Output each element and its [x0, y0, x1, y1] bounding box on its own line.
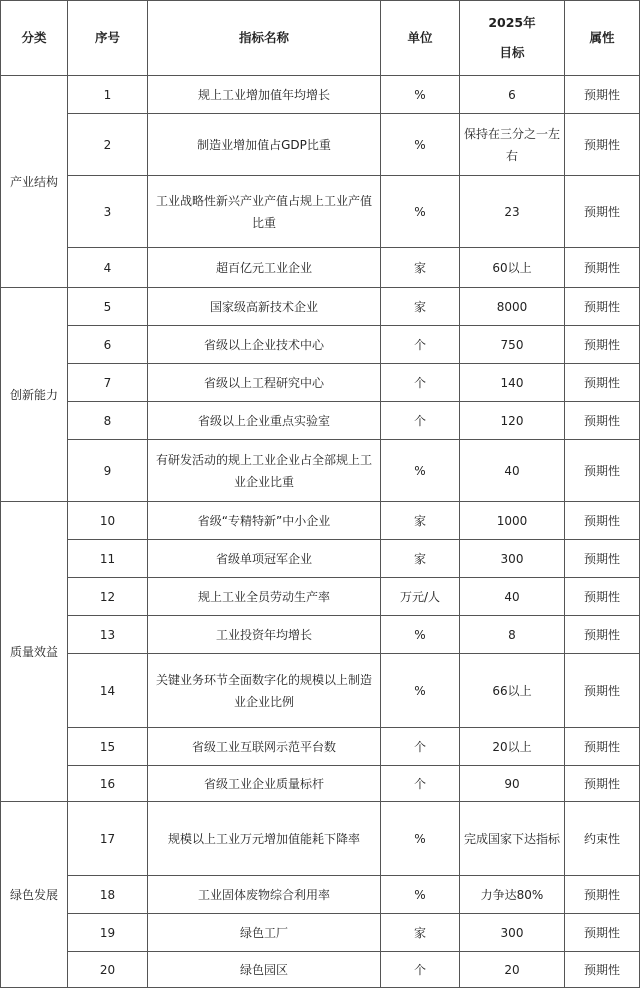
index-cell: 1 [68, 76, 148, 114]
header-attribute: 属性 [565, 1, 640, 76]
name-cell: 工业固体废物综合利用率 [148, 876, 381, 914]
unit-cell: % [381, 802, 460, 876]
unit-cell: % [381, 654, 460, 728]
attribute-cell: 预期性 [565, 440, 640, 502]
target-cell: 140 [460, 364, 565, 402]
unit-cell: 家 [381, 248, 460, 288]
index-cell: 4 [68, 248, 148, 288]
attribute-cell: 预期性 [565, 578, 640, 616]
name-cell: 规上工业全员劳动生产率 [148, 578, 381, 616]
unit-cell: 家 [381, 540, 460, 578]
attribute-cell: 预期性 [565, 654, 640, 728]
target-cell: 120 [460, 402, 565, 440]
table-row [1, 578, 640, 616]
attribute-cell: 预期性 [565, 76, 640, 114]
target-cell: 保持在三分之一左右 [460, 114, 565, 176]
header-name: 指标名称 [148, 1, 381, 76]
target-cell: 20 [460, 952, 565, 988]
target-cell: 8000 [460, 288, 565, 326]
target-cell: 1000 [460, 502, 565, 540]
name-cell: 工业投资年均增长 [148, 616, 381, 654]
target-cell: 力争达80% [460, 876, 565, 914]
table-row [1, 728, 640, 766]
index-cell: 6 [68, 326, 148, 364]
target-cell: 23 [460, 176, 565, 248]
table-row [1, 76, 640, 114]
unit-cell: % [381, 616, 460, 654]
attribute-cell: 预期性 [565, 176, 640, 248]
target-cell: 66以上 [460, 654, 565, 728]
attribute-cell: 预期性 [565, 876, 640, 914]
index-cell: 7 [68, 364, 148, 402]
name-cell: 省级以上工程研究中心 [148, 364, 381, 402]
target-cell: 8 [460, 616, 565, 654]
unit-cell: 个 [381, 326, 460, 364]
index-cell: 15 [68, 728, 148, 766]
target-cell: 完成国家下达指标 [460, 802, 565, 876]
name-cell: 规模以上工业万元增加值能耗下降率 [148, 802, 381, 876]
name-cell: 工业战略性新兴产业产值占规上工业产值比重 [148, 176, 381, 248]
name-cell: 关键业务环节全面数字化的规模以上制造业企业比例 [148, 654, 381, 728]
unit-cell: 个 [381, 402, 460, 440]
target-cell: 40 [460, 440, 565, 502]
index-cell: 2 [68, 114, 148, 176]
name-cell: 省级以上企业重点实验室 [148, 402, 381, 440]
table-row [1, 502, 640, 540]
attribute-cell: 预期性 [565, 326, 640, 364]
table-row [1, 540, 640, 578]
name-cell: 制造业增加值占GDP比重 [148, 114, 381, 176]
target-cell: 300 [460, 914, 565, 952]
header-target [460, 1, 565, 76]
category-cell: 产业结构 [1, 76, 68, 288]
table-row [1, 440, 640, 502]
table-row [1, 914, 640, 952]
table-row [1, 802, 640, 876]
attribute-cell: 预期性 [565, 728, 640, 766]
unit-cell: 万元/人 [381, 578, 460, 616]
index-cell: 19 [68, 914, 148, 952]
target-cell: 300 [460, 540, 565, 578]
index-cell: 17 [68, 802, 148, 876]
name-cell: 有研发活动的规上工业企业占全部规上工业企业比重 [148, 440, 381, 502]
table-row [1, 288, 640, 326]
index-cell: 11 [68, 540, 148, 578]
attribute-cell: 预期性 [565, 114, 640, 176]
name-cell: 规上工业增加值年均增长 [148, 76, 381, 114]
table-row [1, 248, 640, 288]
attribute-cell: 预期性 [565, 766, 640, 802]
table-row [1, 766, 640, 802]
unit-cell: 个 [381, 364, 460, 402]
index-cell: 18 [68, 876, 148, 914]
attribute-cell: 预期性 [565, 402, 640, 440]
name-cell: 省级工业互联网示范平台数 [148, 728, 381, 766]
index-cell: 5 [68, 288, 148, 326]
target-cell: 60以上 [460, 248, 565, 288]
unit-cell: 家 [381, 288, 460, 326]
table-row [1, 876, 640, 914]
name-cell: 省级以上企业技术中心 [148, 326, 381, 364]
index-cell: 13 [68, 616, 148, 654]
index-cell: 9 [68, 440, 148, 502]
target-cell: 20以上 [460, 728, 565, 766]
unit-cell: % [381, 876, 460, 914]
category-cell: 创新能力 [1, 288, 68, 502]
table-row [1, 952, 640, 988]
attribute-cell: 预期性 [565, 914, 640, 952]
category-cell: 绿色发展 [1, 802, 68, 988]
table-row [1, 654, 640, 728]
unit-cell: 个 [381, 728, 460, 766]
attribute-cell: 预期性 [565, 540, 640, 578]
unit-cell: 家 [381, 502, 460, 540]
index-cell: 12 [68, 578, 148, 616]
header-target-line1: 2025年 [488, 15, 536, 30]
index-cell: 10 [68, 502, 148, 540]
unit-cell: % [381, 440, 460, 502]
attribute-cell: 预期性 [565, 952, 640, 988]
target-cell: 6 [460, 76, 565, 114]
unit-cell: % [381, 176, 460, 248]
unit-cell: 个 [381, 766, 460, 802]
target-cell: 90 [460, 766, 565, 802]
index-cell: 16 [68, 766, 148, 802]
name-cell: 国家级高新技术企业 [148, 288, 381, 326]
attribute-cell: 预期性 [565, 248, 640, 288]
header-index: 序号 [68, 1, 148, 76]
table-row [1, 402, 640, 440]
header-row [1, 1, 640, 76]
name-cell: 绿色工厂 [148, 914, 381, 952]
unit-cell: % [381, 76, 460, 114]
header-target-line2: 目标 [499, 45, 525, 60]
index-cell: 14 [68, 654, 148, 728]
index-cell: 20 [68, 952, 148, 988]
table-row [1, 616, 640, 654]
name-cell: 超百亿元工业企业 [148, 248, 381, 288]
table-row [1, 176, 640, 248]
table-row [1, 114, 640, 176]
unit-cell: 家 [381, 914, 460, 952]
table-row [1, 364, 640, 402]
unit-cell: % [381, 114, 460, 176]
unit-cell: 个 [381, 952, 460, 988]
target-cell: 750 [460, 326, 565, 364]
index-cell: 8 [68, 402, 148, 440]
target-cell: 40 [460, 578, 565, 616]
category-cell: 质量效益 [1, 502, 68, 802]
attribute-cell: 预期性 [565, 502, 640, 540]
header-category: 分类 [1, 1, 68, 76]
index-cell: 3 [68, 176, 148, 248]
attribute-cell: 预期性 [565, 364, 640, 402]
header-unit: 单位 [381, 1, 460, 76]
name-cell: 省级“专精特新”中小企业 [148, 502, 381, 540]
name-cell: 省级工业企业质量标杆 [148, 766, 381, 802]
attribute-cell: 约束性 [565, 802, 640, 876]
table-row [1, 326, 640, 364]
attribute-cell: 预期性 [565, 288, 640, 326]
attribute-cell: 预期性 [565, 616, 640, 654]
name-cell: 绿色园区 [148, 952, 381, 988]
name-cell: 省级单项冠军企业 [148, 540, 381, 578]
